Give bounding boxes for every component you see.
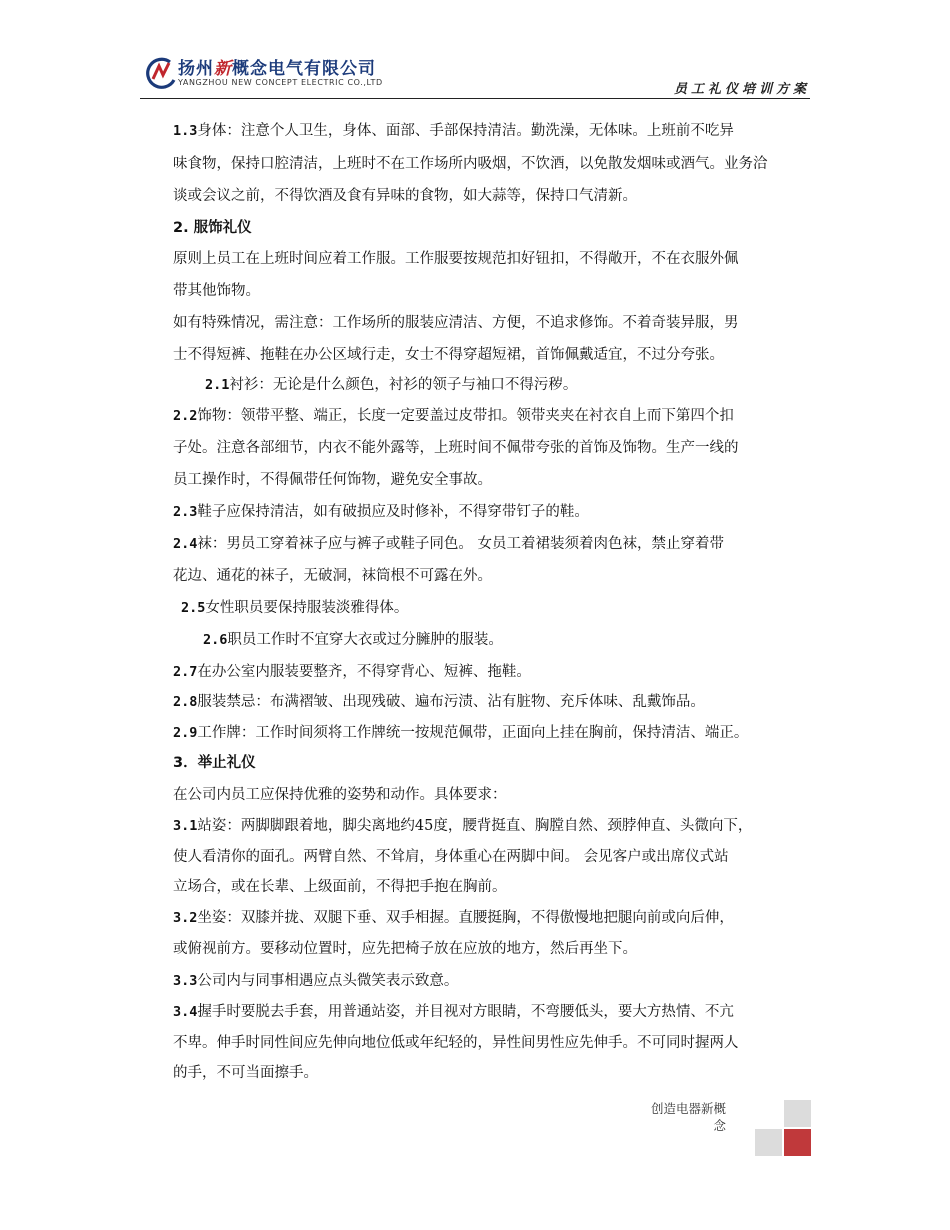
item-number: 2.7: [173, 664, 198, 680]
paragraph-line: [173, 438, 739, 458]
line-text: 衬衫：无论是什么颜色，衬衫的领子与袖口不得污秽。: [229, 377, 578, 393]
line-text: 女性职员要保持服装淡雅得体。: [205, 600, 409, 616]
footer-square-left: [755, 1129, 782, 1156]
paragraph-line: [173, 345, 724, 365]
numbered-paragraph-line: [173, 406, 734, 426]
line-text: 立场合，或在长辈、上级面前，不得把手抱在胸前。: [173, 879, 507, 895]
numbered-paragraph-line: [173, 908, 734, 928]
line-text: 的手，不可当面擦手。: [173, 1065, 318, 1081]
paragraph-line: [173, 847, 729, 867]
line-text: 工作牌：工作时间须将工作牌统一按规范佩带，正面向上挂在胸前，保持清洁、端正。: [197, 725, 749, 741]
line-text: 袜：男员工穿着袜子应与裤子或鞋子同色。 女员工着裙装须着肉色袜，禁止穿着带: [197, 536, 724, 552]
numbered-paragraph-line: [173, 692, 705, 712]
item-number: 2.5: [181, 600, 206, 616]
paragraph-line: [173, 1033, 739, 1053]
line-text: 带其他饰物。: [173, 283, 260, 299]
line-text: 子处。注意各部细节，内衣不能外露等，上班时间不佩带夸张的首饰及饰物。生产一线的: [173, 440, 739, 456]
numbered-paragraph-line: [173, 121, 734, 141]
line-text: 不卑。伸手时同性间应先伸向地位低或年纪轻的，异性间男性应先伸手。不可同时握两人: [173, 1035, 739, 1051]
line-text: 身体：注意个人卫生，身体、面部、手部保持清洁。勤洗澡，无体味。上班前不吃异: [197, 123, 734, 139]
footer-slogan: 创造电器新概念: [650, 1101, 726, 1133]
paragraph-line: [173, 1063, 318, 1083]
numbered-paragraph-line: [173, 971, 458, 991]
footer-square-top: [784, 1100, 811, 1127]
line-text: 使人看清你的面孔。两臂自然、不耸肩，身体重心在两脚中间。 会见客户或出席仪式站: [173, 849, 729, 865]
header-divider: [140, 98, 810, 99]
section-heading: [173, 753, 256, 773]
line-text: 握手时要脱去手套，用普通站姿，并目视对方眼睛，不弯腰低头，要大方热情、不亢: [197, 1004, 734, 1020]
company-name-cn: 扬州新概念电气有限公司: [178, 59, 376, 79]
numbered-paragraph-line: [173, 534, 724, 554]
numbered-paragraph-line: [205, 375, 577, 395]
company-name-en: YANGZHOU NEW CONCEPT ELECTRIC CO.,LTD: [178, 78, 383, 87]
paragraph-line: [173, 154, 768, 174]
item-number: 2.3: [173, 504, 198, 520]
line-text: 味食物，保持口腔清洁，上班时不在工作场所内吸烟，不饮酒，以免散发烟味或酒气。业务洽: [173, 156, 768, 172]
line-text: 饰物：领带平整、端正，长度一定要盖过皮带扣。领带夹夹在衬衣自上而下第四个扣: [197, 408, 734, 424]
paragraph-line: [173, 470, 492, 490]
numbered-paragraph-line: [173, 502, 589, 522]
line-text: 在办公室内服装要整齐，不得穿背心、短裤、拖鞋。: [197, 664, 531, 680]
item-number: 2.4: [173, 536, 198, 552]
paragraph-line: [173, 249, 739, 269]
paragraph-line: [173, 566, 492, 586]
numbered-paragraph-line: [173, 723, 748, 743]
item-number: 3.1: [173, 818, 198, 834]
item-number: 2.2: [173, 408, 198, 424]
item-number: 3.2: [173, 910, 198, 926]
item-number: 2.8: [173, 694, 198, 710]
section-heading-text: 3．举止礼仪: [173, 755, 256, 771]
line-text: 在公司内员工应保持优雅的姿势和动作。具体要求：: [173, 787, 507, 803]
item-number: 2.1: [205, 377, 230, 393]
line-text: 花边、通花的袜子，无破洞，袜筒根不可露在外。: [173, 568, 492, 584]
paragraph-line: [173, 939, 637, 959]
numbered-paragraph-line: [181, 598, 408, 618]
numbered-paragraph-line: [203, 630, 503, 650]
company-logo-icon: [144, 56, 180, 90]
item-number: 3.3: [173, 973, 198, 989]
section-heading: [173, 218, 252, 238]
line-text: 坐姿：双膝并拢、双腿下垂、双手相握。直腰挺胸，不得傲慢地把腿向前或向后伸，: [197, 910, 734, 926]
line-text: 公司内与同事相遇应点头微笑表示致意。: [197, 973, 459, 989]
paragraph-line: [173, 877, 507, 897]
line-text: 鞋子应保持清洁，如有破损应及时修补，不得穿带钉子的鞋。: [197, 504, 589, 520]
section-heading-text: 2. 服饰礼仪: [173, 220, 252, 236]
item-number: 2.9: [173, 725, 198, 741]
numbered-paragraph-line: [173, 662, 531, 682]
line-text: 原则上员工在上班时间应着工作服。工作服要按规范扣好钮扣，不得敞开，不在衣服外佩: [173, 251, 739, 267]
item-number: 2.6: [203, 632, 228, 648]
paragraph-line: [173, 313, 739, 333]
line-text: 谈或会议之前，不得饮酒及食有异味的食物，如大蒜等，保持口气清新。: [173, 188, 637, 204]
line-text: 或俯视前方。要移动位置时，应先把椅子放在应放的地方，然后再坐下。: [173, 941, 637, 957]
numbered-paragraph-line: [173, 816, 752, 836]
line-text: 服装禁忌：布满褶皱、出现残破、遍布污渍、沾有脏物、充斥体味、乱戴饰品。: [197, 694, 705, 710]
paragraph-line: [173, 281, 260, 301]
line-text: 如有特殊情况，需注意：工作场所的服装应清洁、方便，不追求修饰。不着奇装异服，男: [173, 315, 739, 331]
line-text: 站姿：两脚脚跟着地，脚尖离地约45度，腰背挺直、胸膛自然、颈脖伸直、头微向下，: [197, 818, 753, 834]
document-title: 员工礼仪培训方案: [673, 82, 810, 97]
item-number: 1.3: [173, 123, 198, 139]
line-text: 士不得短裤、拖鞋在办公区域行走，女士不得穿超短裙，首饰佩戴适宜，不过分夸张。: [173, 347, 724, 363]
paragraph-line: [173, 785, 507, 805]
footer-square-red: [784, 1129, 811, 1156]
line-text: 职员工作时不宜穿大衣或过分臃肿的服装。: [227, 632, 503, 648]
numbered-paragraph-line: [173, 1002, 734, 1022]
line-text: 员工操作时，不得佩带任何饰物，避免安全事故。: [173, 472, 492, 488]
paragraph-line: [173, 186, 637, 206]
item-number: 3.4: [173, 1004, 198, 1020]
